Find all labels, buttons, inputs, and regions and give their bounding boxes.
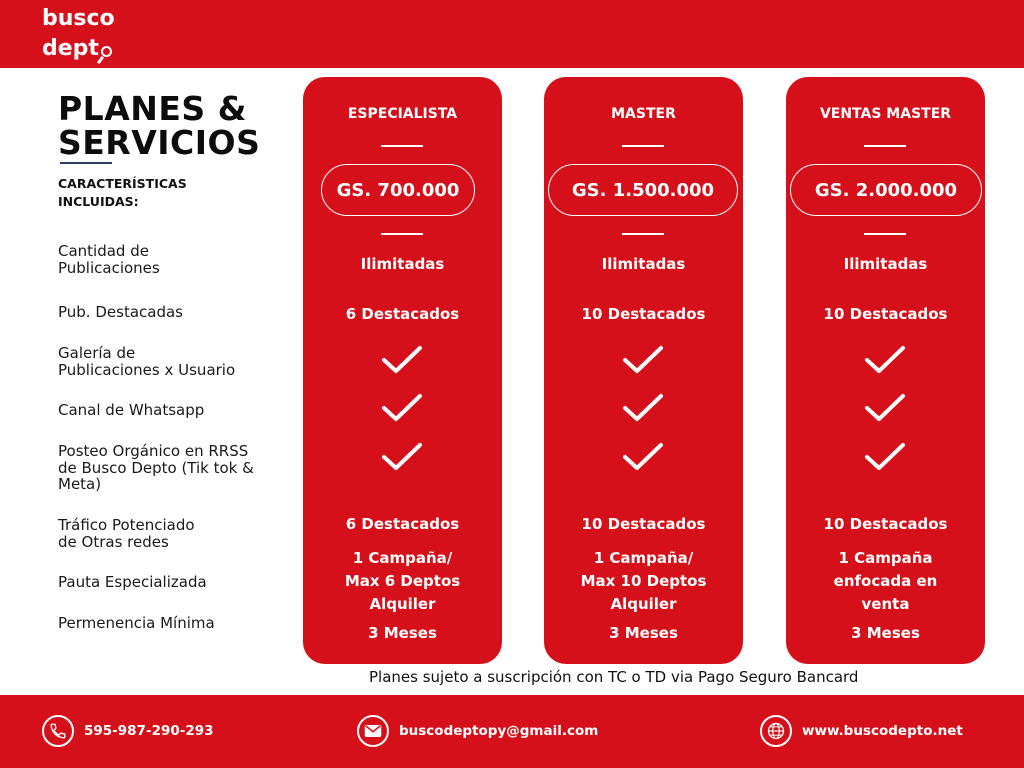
feature-publicaciones: Cantidad de Publicaciones [58, 242, 160, 277]
value-pauta: 1 Campaña enfocada en venta [833, 549, 938, 613]
website-url: www.buscodepto.net [802, 723, 963, 739]
feature-whatsapp: Canal de Whatsapp [58, 401, 205, 419]
value-permanencia: 3 Meses [851, 624, 920, 642]
check-icon [864, 441, 906, 473]
check-icon [622, 344, 664, 376]
plan-price: GS. 700.000 [321, 164, 475, 216]
check-icon [622, 441, 664, 473]
plan-card-especialista[interactable] [303, 77, 502, 664]
subscription-note: Planes sujeto a suscripción con TC o TD via Pago Seguro Bancard [369, 668, 859, 686]
plan-name: MASTER [611, 106, 676, 122]
divider [864, 233, 906, 235]
feature-posteo: Posteo Orgánico en RRSS de Busco Depto (Tik tok & Meta) [58, 442, 254, 493]
contact-email[interactable] [357, 715, 598, 747]
value-permanencia: 3 Meses [609, 624, 678, 642]
check-icon [622, 392, 664, 424]
value-pauta: 1 Campaña/ Max 10 Deptos Alquiler [580, 549, 707, 613]
email-address: buscodeptopy@gmail.com [399, 723, 599, 739]
logo-line2: dept [42, 36, 99, 61]
value-trafico: 10 Destacados [823, 515, 948, 533]
divider [622, 233, 664, 235]
phone-icon [42, 715, 74, 747]
email-icon [357, 715, 389, 747]
feature-permanencia: Permenencia Mínima [58, 614, 215, 632]
value-publicaciones: Ilimitadas [360, 255, 445, 273]
divider [622, 145, 664, 147]
contact-phone[interactable] [42, 715, 214, 747]
plan-card-ventas-master[interactable] [786, 77, 985, 664]
check-icon [381, 392, 423, 424]
phone-number: 595-987-290-293 [84, 723, 214, 739]
value-trafico: 6 Destacados [345, 515, 460, 533]
value-trafico: 10 Destacados [581, 515, 706, 533]
value-destacadas: 10 Destacados [823, 305, 948, 323]
plan-name: VENTAS MASTER [819, 106, 952, 122]
value-permanencia: 3 Meses [368, 624, 437, 642]
value-destacadas: 10 Destacados [581, 305, 706, 323]
plan-price: GS. 2.000.000 [790, 164, 982, 216]
feature-destacadas: Pub. Destacadas [58, 303, 183, 321]
globe-icon [760, 715, 792, 747]
divider [381, 233, 423, 235]
feature-pauta: Pauta Especializada [58, 573, 207, 591]
logo-line1: busco [42, 6, 115, 31]
features-heading: CARACTERÍSTICAS INCLUIDAS: [58, 176, 187, 209]
check-icon [381, 344, 423, 376]
value-publicaciones: Ilimitadas [601, 255, 686, 273]
title-underline [60, 162, 112, 164]
plan-card-master[interactable] [544, 77, 743, 664]
check-icon [381, 441, 423, 473]
feature-galeria: Galería de Publicaciones x Usuario [58, 344, 236, 379]
check-icon [864, 344, 906, 376]
feature-trafico: Tráfico Potenciado de Otras redes [58, 516, 195, 551]
value-destacadas: 6 Destacados [345, 305, 460, 323]
location-pin-icon [101, 46, 112, 57]
value-pauta: 1 Campaña/ Max 6 Deptos Alquiler [344, 549, 461, 613]
plan-price: GS. 1.500.000 [548, 164, 738, 216]
header-bar [0, 0, 1024, 68]
contact-website[interactable] [760, 715, 963, 747]
footer-bar [0, 695, 1024, 768]
divider [864, 145, 906, 147]
value-publicaciones: Ilimitadas [843, 255, 928, 273]
divider [381, 145, 423, 147]
page-title: PLANES & SERVICIOS [58, 89, 261, 162]
logo[interactable] [42, 4, 115, 64]
plan-name: ESPECIALISTA [347, 106, 458, 122]
check-icon [864, 392, 906, 424]
